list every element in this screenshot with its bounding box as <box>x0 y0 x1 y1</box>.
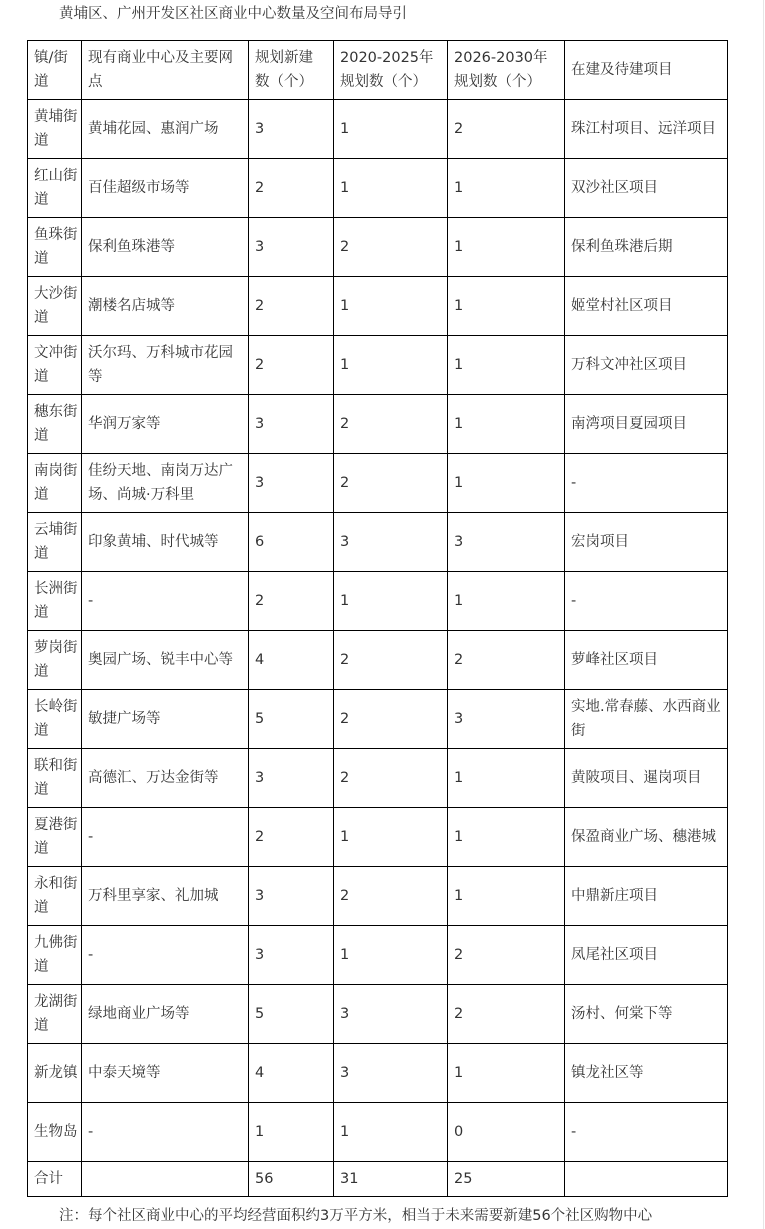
table-footnote: 注：每个社区商业中心的平均经营面积约3万平方米，相当于未来需要新建56个社区购物中心 <box>59 1208 653 1224</box>
table-row <box>28 277 728 336</box>
cell-2020-2025: 2 <box>334 749 448 808</box>
cell-area: 联和街道 <box>28 749 82 808</box>
header-cell-planned: 规划新建数（个） <box>249 41 334 100</box>
cell-2020-2025: 3 <box>334 1044 448 1103</box>
cell-2026-2030: 1 <box>448 395 565 454</box>
cell-existing: 奥园广场、锐丰中心等 <box>82 631 249 690</box>
cell-planned: 3 <box>249 454 334 513</box>
cell-planned: 2 <box>249 277 334 336</box>
table-caption: 黄埔区、广州开发区社区商业中心数量及空间布局导引 <box>59 6 407 22</box>
cell-planned: 3 <box>249 926 334 985</box>
cell-area: 红山街道 <box>28 159 82 218</box>
cell-2020-2025: 3 <box>334 985 448 1044</box>
total-cell-2020-2025: 31 <box>334 1162 448 1197</box>
table-row <box>28 808 728 867</box>
cell-projects: 万科文冲社区项目 <box>565 336 728 395</box>
table-row <box>28 572 728 631</box>
cell-2020-2025: 1 <box>334 808 448 867</box>
cell-area: 黄埔街道 <box>28 100 82 159</box>
cell-projects: 姬堂村社区项目 <box>565 277 728 336</box>
cell-area: 新龙镇 <box>28 1044 82 1103</box>
cell-area: 九佛街道 <box>28 926 82 985</box>
cell-planned: 3 <box>249 867 334 926</box>
cell-2026-2030: 1 <box>448 277 565 336</box>
cell-2020-2025: 2 <box>334 867 448 926</box>
cell-projects: 保利鱼珠港后期 <box>565 218 728 277</box>
cell-area: 长岭街道 <box>28 690 82 749</box>
table-row <box>28 1044 728 1103</box>
cell-existing: - <box>82 926 249 985</box>
cell-2026-2030: 2 <box>448 926 565 985</box>
cell-area: 萝岗街道 <box>28 631 82 690</box>
cell-2026-2030: 1 <box>448 454 565 513</box>
table-row <box>28 454 728 513</box>
cell-2020-2025: 1 <box>334 336 448 395</box>
cell-projects: 汤村、何棠下等 <box>565 985 728 1044</box>
cell-planned: 6 <box>249 513 334 572</box>
cell-existing: 敏捷广场等 <box>82 690 249 749</box>
cell-planned: 2 <box>249 336 334 395</box>
cell-projects: 中鼎新庄项目 <box>565 867 728 926</box>
cell-2026-2030: 2 <box>448 100 565 159</box>
table-row <box>28 100 728 159</box>
cell-existing: 沃尔玛、万科城市花园等 <box>82 336 249 395</box>
cell-projects: 珠江村项目、远洋项目 <box>565 100 728 159</box>
cell-2026-2030: 1 <box>448 159 565 218</box>
cell-2020-2025: 1 <box>334 159 448 218</box>
cell-projects: 南湾项目夏园项目 <box>565 395 728 454</box>
cell-2026-2030: 2 <box>448 631 565 690</box>
table-row <box>28 985 728 1044</box>
cell-area: 长洲街道 <box>28 572 82 631</box>
cell-projects: 黄陂项目、暹岗项目 <box>565 749 728 808</box>
cell-planned: 3 <box>249 749 334 808</box>
cell-planned: 5 <box>249 985 334 1044</box>
cell-planned: 2 <box>249 159 334 218</box>
table-row <box>28 513 728 572</box>
page-edge-divider <box>763 0 764 1229</box>
cell-existing: 高德汇、万达金街等 <box>82 749 249 808</box>
total-cell-planned: 56 <box>249 1162 334 1197</box>
cell-area: 南岗街道 <box>28 454 82 513</box>
cell-area: 夏港街道 <box>28 808 82 867</box>
total-cell-2026-2030: 25 <box>448 1162 565 1197</box>
cell-projects: 镇龙社区等 <box>565 1044 728 1103</box>
table-row <box>28 749 728 808</box>
cell-area: 龙湖街道 <box>28 985 82 1044</box>
header-cell-2020-2025: 2020-2025年规划数（个） <box>334 41 448 100</box>
cell-area: 生物岛 <box>28 1103 82 1162</box>
header-cell-area: 镇/街道 <box>28 41 82 100</box>
cell-existing: 万科里享家、礼加城 <box>82 867 249 926</box>
header-cell-existing: 现有商业中心及主要网点 <box>82 41 249 100</box>
table-row <box>28 395 728 454</box>
cell-2020-2025: 2 <box>334 690 448 749</box>
cell-2026-2030: 1 <box>448 749 565 808</box>
cell-area: 永和街道 <box>28 867 82 926</box>
total-cell-projects <box>565 1162 728 1197</box>
table-row <box>28 1103 728 1162</box>
community-commercial-center-table <box>27 40 728 1197</box>
cell-2026-2030: 1 <box>448 867 565 926</box>
cell-area: 文冲街道 <box>28 336 82 395</box>
total-cell-existing <box>82 1162 249 1197</box>
cell-2026-2030: 1 <box>448 808 565 867</box>
table-row <box>28 218 728 277</box>
cell-2026-2030: 1 <box>448 336 565 395</box>
table-row <box>28 690 728 749</box>
cell-planned: 1 <box>249 1103 334 1162</box>
cell-2026-2030: 1 <box>448 572 565 631</box>
cell-planned: 3 <box>249 395 334 454</box>
table-header-row <box>28 41 728 100</box>
cell-planned: 2 <box>249 808 334 867</box>
cell-2026-2030: 3 <box>448 690 565 749</box>
cell-projects: 保盈商业广场、穗港城 <box>565 808 728 867</box>
cell-2026-2030: 0 <box>448 1103 565 1162</box>
cell-area: 鱼珠街道 <box>28 218 82 277</box>
cell-2020-2025: 1 <box>334 926 448 985</box>
cell-projects: 宏岗项目 <box>565 513 728 572</box>
cell-planned: 5 <box>249 690 334 749</box>
cell-existing: 百佳超级市场等 <box>82 159 249 218</box>
cell-existing: 中泰天境等 <box>82 1044 249 1103</box>
cell-existing: 佳纷天地、南岗万达广场、尚城·万科里 <box>82 454 249 513</box>
header-cell-2026-2030: 2026-2030年规划数（个） <box>448 41 565 100</box>
cell-area: 穗东街道 <box>28 395 82 454</box>
total-cell-area: 合计 <box>28 1162 82 1197</box>
cell-existing: 潮楼名店城等 <box>82 277 249 336</box>
table-row <box>28 867 728 926</box>
cell-planned: 3 <box>249 218 334 277</box>
cell-projects: 实地.常春藤、水西商业街 <box>565 690 728 749</box>
cell-area: 云埔街道 <box>28 513 82 572</box>
header-cell-projects: 在建及待建项目 <box>565 41 728 100</box>
cell-2020-2025: 2 <box>334 454 448 513</box>
table-row <box>28 159 728 218</box>
cell-existing: 印象黄埔、时代城等 <box>82 513 249 572</box>
table-row <box>28 631 728 690</box>
table-row <box>28 336 728 395</box>
cell-2020-2025: 2 <box>334 395 448 454</box>
cell-2026-2030: 3 <box>448 513 565 572</box>
cell-2020-2025: 1 <box>334 277 448 336</box>
cell-existing: 华润万家等 <box>82 395 249 454</box>
cell-existing: - <box>82 1103 249 1162</box>
cell-2020-2025: 1 <box>334 1103 448 1162</box>
cell-projects: - <box>565 1103 728 1162</box>
table-total-row <box>28 1162 728 1197</box>
cell-2020-2025: 2 <box>334 631 448 690</box>
cell-projects: 凤尾社区项目 <box>565 926 728 985</box>
cell-projects: - <box>565 572 728 631</box>
cell-area: 大沙街道 <box>28 277 82 336</box>
cell-2026-2030: 1 <box>448 1044 565 1103</box>
cell-2026-2030: 2 <box>448 985 565 1044</box>
cell-projects: 萝峰社区项目 <box>565 631 728 690</box>
cell-existing: - <box>82 572 249 631</box>
cell-existing: 绿地商业广场等 <box>82 985 249 1044</box>
cell-2020-2025: 3 <box>334 513 448 572</box>
cell-existing: - <box>82 808 249 867</box>
cell-existing: 黄埔花园、惠润广场 <box>82 100 249 159</box>
cell-planned: 2 <box>249 572 334 631</box>
cell-planned: 3 <box>249 100 334 159</box>
table-row <box>28 926 728 985</box>
cell-2020-2025: 1 <box>334 100 448 159</box>
cell-projects: 双沙社区项目 <box>565 159 728 218</box>
cell-2020-2025: 1 <box>334 572 448 631</box>
cell-planned: 4 <box>249 631 334 690</box>
cell-2020-2025: 2 <box>334 218 448 277</box>
cell-existing: 保利鱼珠港等 <box>82 218 249 277</box>
cell-projects: - <box>565 454 728 513</box>
cell-planned: 4 <box>249 1044 334 1103</box>
cell-2026-2030: 1 <box>448 218 565 277</box>
